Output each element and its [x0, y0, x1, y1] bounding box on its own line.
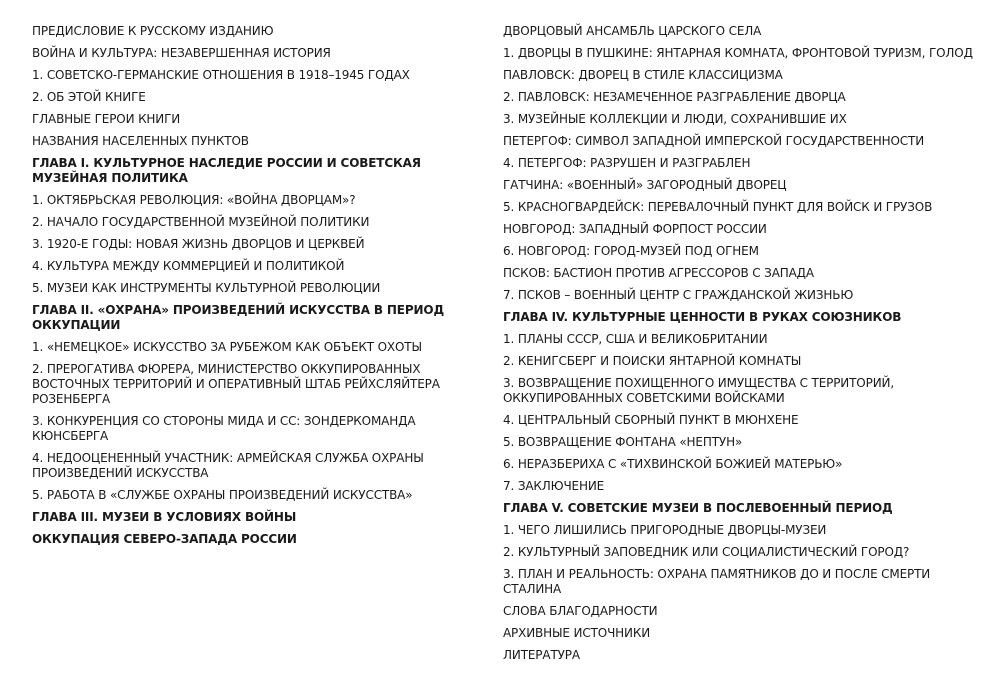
toc-chapter-heading[interactable]: ГЛАВА IV. КУЛЬТУРНЫЕ ЦЕННОСТИ В РУКАХ СОЮЗНИКОВ [503, 310, 902, 324]
toc-entry-link[interactable]: 2. ПРЕРОГАТИВА ФЮРЕРА, МИНИСТЕРСТВО ОККУПИРОВАННЫХ ВОСТОЧНЫХ ТЕРРИТОРИЙ И ОПЕРАТИВНЫЙ ШТАБ РЕЙХСЛЯЙТЕРА РОЗЕНБЕРГА [32, 362, 440, 406]
toc-entry-link[interactable]: 1. «НЕМЕЦКОЕ» ИСКУССТВО ЗА РУБЕЖОМ КАК ОБЪЕКТ ОХОТЫ [32, 340, 422, 354]
toc-entry-link[interactable]: СЛОВА БЛАГОДАРНОСТИ [503, 604, 658, 618]
toc-chapter-heading[interactable]: ГЛАВА I. КУЛЬТУРНОЕ НАСЛЕДИЕ РОССИИ И СОВЕТСКАЯ МУЗЕЙНАЯ ПОЛИТИКА [32, 156, 421, 185]
toc-entry-link[interactable]: 2. КЕНИГСБЕРГ И ПОИСКИ ЯНТАРНОЙ КОМНАТЫ [503, 354, 802, 368]
toc-entry-link[interactable]: 5. ВОЗВРАЩЕНИЕ ФОНТАНА «НЕПТУН» [503, 435, 743, 449]
toc-entry-link[interactable]: 4. ЦЕНТРАЛЬНЫЙ СБОРНЫЙ ПУНКТ В МЮНХЕНЕ [503, 413, 799, 427]
toc-entry-link[interactable]: 3. ПЛАН И РЕАЛЬНОСТЬ: ОХРАНА ПАМЯТНИКОВ ДО И ПОСЛЕ СМЕРТИ СТАЛИНА [503, 567, 931, 596]
toc-entry-link[interactable]: 5. РАБОТА В «СЛУЖБЕ ОХРАНЫ ПРОИЗВЕДЕНИЙ ИСКУССТВА» [32, 488, 413, 502]
toc-entry-link[interactable]: 1. ОКТЯБРЬСКАЯ РЕВОЛЮЦИЯ: «ВОЙНА ДВОРЦАМ»? [32, 193, 356, 207]
toc-entry-link[interactable]: 6. НОВГОРОД: ГОРОД-МУЗЕЙ ПОД ОГНЕМ [503, 244, 759, 258]
toc-entry-link[interactable]: 2. НАЧАЛО ГОСУДАРСТВЕННОЙ МУЗЕЙНОЙ ПОЛИТИКИ [32, 215, 370, 229]
toc-entry-link[interactable]: 5. МУЗЕИ КАК ИНСТРУМЕНТЫ КУЛЬТУРНОЙ РЕВОЛЮЦИИ [32, 281, 381, 295]
toc-entry-link[interactable]: 5. КРАСНОГВАРДЕЙСК: ПЕРЕВАЛОЧНЫЙ ПУНКТ ДЛЯ ВОЙСК И ГРУЗОВ [503, 200, 933, 214]
toc-entry-link[interactable]: 7. ЗАКЛЮЧЕНИЕ [503, 479, 605, 493]
toc-entry-link[interactable]: 3. 1920-Е ГОДЫ: НОВАЯ ЖИЗНЬ ДВОРЦОВ И ЦЕРКВЕЙ [32, 237, 365, 251]
toc-entry-link[interactable]: 7. ПСКОВ – ВОЕННЫЙ ЦЕНТР С ГРАЖДАНСКОЙ ЖИЗНЬЮ [503, 288, 854, 302]
toc-entry-link[interactable]: 1. СОВЕТСКО-ГЕРМАНСКИЕ ОТНОШЕНИЯ В 1918–1945 ГОДАХ [32, 68, 410, 82]
toc-entry-link[interactable]: 3. ВОЗВРАЩЕНИЕ ПОХИЩЕННОГО ИМУЩЕСТВА С ТЕРРИТОРИЙ, ОККУПИРОВАННЫХ СОВЕТСКИМИ ВОЙСКАМИ [503, 376, 895, 405]
toc-entry-link[interactable]: ЛИТЕРАТУРА [503, 648, 580, 662]
toc-entry-link[interactable]: ПАВЛОВСК: ДВОРЕЦ В СТИЛЕ КЛАССИЦИЗМА [503, 68, 783, 82]
toc-entry-link[interactable]: АРХИВНЫЕ ИСТОЧНИКИ [503, 626, 651, 640]
toc-entry-link[interactable]: НАЗВАНИЯ НАСЕЛЕННЫХ ПУНКТОВ [32, 134, 249, 148]
toc-column-left [32, 24, 494, 554]
toc-entry-link[interactable]: 2. КУЛЬТУРНЫЙ ЗАПОВЕДНИК ИЛИ СОЦИАЛИСТИЧЕСКИЙ ГОРОД? [503, 545, 910, 559]
toc-chapter-heading[interactable]: ГЛАВА II. «ОХРАНА» ПРОИЗВЕДЕНИЙ ИСКУССТВА В ПЕРИОД ОККУПАЦИИ [32, 303, 444, 332]
toc-entry-link[interactable]: 6. НЕРАЗБЕРИХА С «ТИХВИНСКОЙ БОЖИЕЙ МАТЕРЬЮ» [503, 457, 843, 471]
toc-entry-link[interactable]: 1. ПЛАНЫ СССР, США И ВЕЛИКОБРИТАНИИ [503, 332, 768, 346]
toc-entry-link[interactable]: 2. ОБ ЭТОЙ КНИГЕ [32, 90, 146, 104]
toc-entry-link[interactable]: 4. КУЛЬТУРА МЕЖДУ КОММЕРЦИЕЙ И ПОЛИТИКОЙ [32, 259, 345, 273]
toc-entry-link[interactable]: ГАТЧИНА: «ВОЕННЫЙ» ЗАГОРОДНЫЙ ДВОРЕЦ [503, 178, 787, 192]
toc-entry-link[interactable]: ВОЙНА И КУЛЬТУРА: НЕЗАВЕРШЕННАЯ ИСТОРИЯ [32, 46, 331, 60]
toc-chapter-heading[interactable]: ГЛАВА V. СОВЕТСКИЕ МУЗЕИ В ПОСЛЕВОЕННЫЙ ПЕРИОД [503, 501, 893, 515]
toc-column-right [503, 24, 973, 670]
toc-entry-link[interactable]: ПЕТЕРГОФ: СИМВОЛ ЗАПАДНОЙ ИМПЕРСКОЙ ГОСУДАРСТВЕННОСТИ [503, 134, 925, 148]
toc-entry-link[interactable]: НОВГОРОД: ЗАПАДНЫЙ ФОРПОСТ РОССИИ [503, 222, 767, 236]
toc-entry-link[interactable]: ПРЕДИСЛОВИЕ К РУССКОМУ ИЗДАНИЮ [32, 24, 274, 38]
toc-entry-link[interactable]: 3. КОНКУРЕНЦИЯ СО СТОРОНЫ МИДА И СС: ЗОНДЕРКОМАНДА КЮНСБЕРГА [32, 414, 416, 443]
toc-chapter-heading[interactable]: ГЛАВА III. МУЗЕИ В УСЛОВИЯХ ВОЙНЫ [32, 510, 297, 524]
toc-entry-link[interactable]: 1. ДВОРЦЫ В ПУШКИНЕ: ЯНТАРНАЯ КОМНАТА, ФРОНТОВОЙ ТУРИЗМ, ГОЛОД [503, 46, 973, 60]
toc-entry-link[interactable]: 2. ПАВЛОВСК: НЕЗАМЕЧЕННОЕ РАЗГРАБЛЕНИЕ ДВОРЦА [503, 90, 846, 104]
toc-entry-link[interactable]: ГЛАВНЫЕ ГЕРОИ КНИГИ [32, 112, 181, 126]
toc-chapter-heading[interactable]: ОККУПАЦИЯ СЕВЕРО-ЗАПАДА РОССИИ [32, 532, 297, 546]
toc-entry-link[interactable]: ПСКОВ: БАСТИОН ПРОТИВ АГРЕССОРОВ С ЗАПАДА [503, 266, 814, 280]
toc-entry-link[interactable]: 3. МУЗЕЙНЫЕ КОЛЛЕКЦИИ И ЛЮДИ, СОХРАНИВШИЕ ИХ [503, 112, 847, 126]
toc-entry-link[interactable]: 1. ЧЕГО ЛИШИЛИСЬ ПРИГОРОДНЫЕ ДВОРЦЫ-МУЗЕИ [503, 523, 827, 537]
toc-entry-link[interactable]: 4. ПЕТЕРГОФ: РАЗРУШЕН И РАЗГРАБЛЕН [503, 156, 751, 170]
toc-entry-link[interactable]: ДВОРЦОВЫЙ АНСАМБЛЬ ЦАРСКОГО СЕЛА [503, 24, 762, 38]
toc-entry-link[interactable]: 4. НЕДООЦЕНЕННЫЙ УЧАСТНИК: АРМЕЙСКАЯ СЛУЖБА ОХРАНЫ ПРОИЗВЕДЕНИЙ ИСКУССТВА [32, 451, 424, 480]
